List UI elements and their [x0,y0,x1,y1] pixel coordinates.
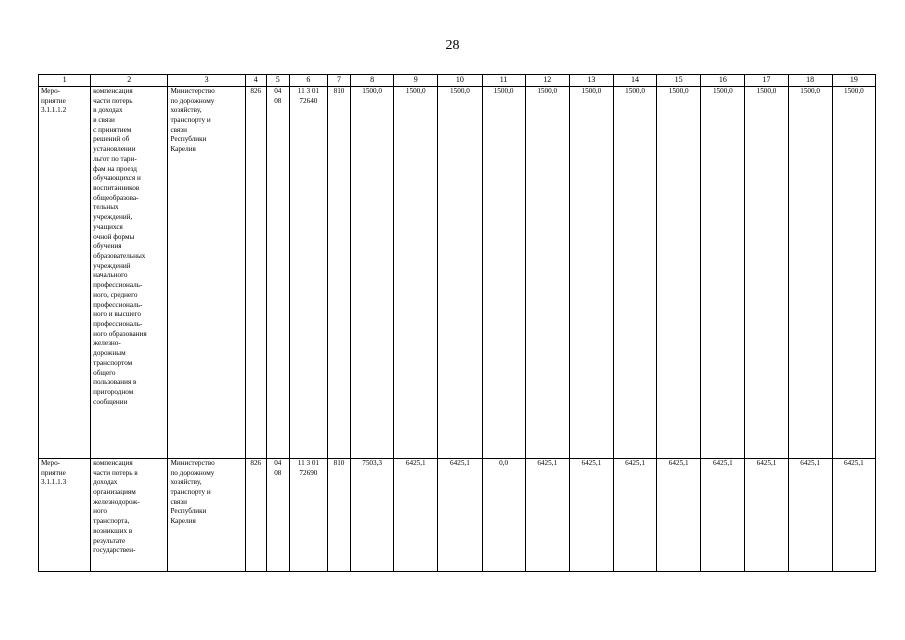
value-cell: 6425,1 [438,458,482,571]
rzpr-cell: 04 08 [266,86,289,458]
value-cell: 6425,1 [701,458,745,571]
table-row [39,458,876,571]
executor-cell: Министерство по дорожному хозяйству, транспорту и связи Республики Карелия [168,458,245,571]
vr-cell: 810 [327,458,350,571]
value-cell: 6425,1 [788,458,832,571]
value-cell: 1500,0 [832,86,875,458]
column-header: 8 [351,75,394,87]
column-header: 17 [745,75,788,87]
value-cell: 1500,0 [394,86,438,458]
grbs-cell: 826 [245,458,266,571]
activity-cell: Меро- приятие 3.1.1.1.2 [39,86,91,458]
column-header: 15 [657,75,701,87]
value-cell: 1500,0 [482,86,525,458]
value-cell: 1500,0 [701,86,745,458]
activity-cell: Меро- приятие 3.1.1.1.3 [39,458,91,571]
column-header: 4 [245,75,266,87]
column-header: 9 [394,75,438,87]
value-cell: 1500,0 [525,86,569,458]
value-cell: 6425,1 [569,458,613,571]
column-header: 14 [613,75,656,87]
value-cell: 1500,0 [438,86,482,458]
description-cell: компенсация части потерь в доходах в связи с принятием решений об установлении льгот по тари- фам на проезд обучающихся и воспитанников общеобразова- тельных учреждений, учащихся очной формы обучения образовательных учреждений начального профессиональ- ного, среднего профессиональ- ного и высшего профессиональ- ного образования железно- дорожным транспортом общего пользования в пригородном сообщении [91,86,168,458]
value-cell: 1500,0 [788,86,832,458]
value-cell: 6425,1 [613,458,656,571]
header-row [39,75,876,87]
value-cell: 0,0 [482,458,525,571]
column-header: 1 [39,75,91,87]
column-header: 6 [289,75,327,87]
rzpr-cell: 04 08 [266,458,289,571]
column-header: 16 [701,75,745,87]
value-cell: 6425,1 [657,458,701,571]
column-header: 3 [168,75,245,87]
value-cell: 6425,1 [525,458,569,571]
grbs-cell: 826 [245,86,266,458]
column-header: 19 [832,75,875,87]
value-cell: 6425,1 [394,458,438,571]
column-header: 7 [327,75,350,87]
value-cell: 1500,0 [569,86,613,458]
value-cell: 1500,0 [657,86,701,458]
value-cell: 6425,1 [745,458,788,571]
column-header: 18 [788,75,832,87]
budget-table [38,74,876,572]
column-header: 5 [266,75,289,87]
column-header: 12 [525,75,569,87]
column-header: 10 [438,75,482,87]
description-cell: компенсация части потерь в доходах организациям железнодорож- ного транспорта, возникших в результате государствен- [91,458,168,571]
page-number: 28 [445,38,460,53]
vr-cell: 810 [327,86,350,458]
csr-cell: 11 3 01 72690 [289,458,327,571]
value-cell: 6425,1 [832,458,875,571]
value-cell: 1500,0 [745,86,788,458]
column-header: 11 [482,75,525,87]
table-row [39,86,876,458]
value-cell: 1500,0 [351,86,394,458]
value-cell: 1500,0 [613,86,656,458]
column-header: 13 [569,75,613,87]
value-cell: 7503,3 [351,458,394,571]
csr-cell: 11 3 01 72640 [289,86,327,458]
executor-cell: Министерство по дорожному хозяйству, транспорту и связи Республики Карелия [168,86,245,458]
column-header: 2 [91,75,168,87]
